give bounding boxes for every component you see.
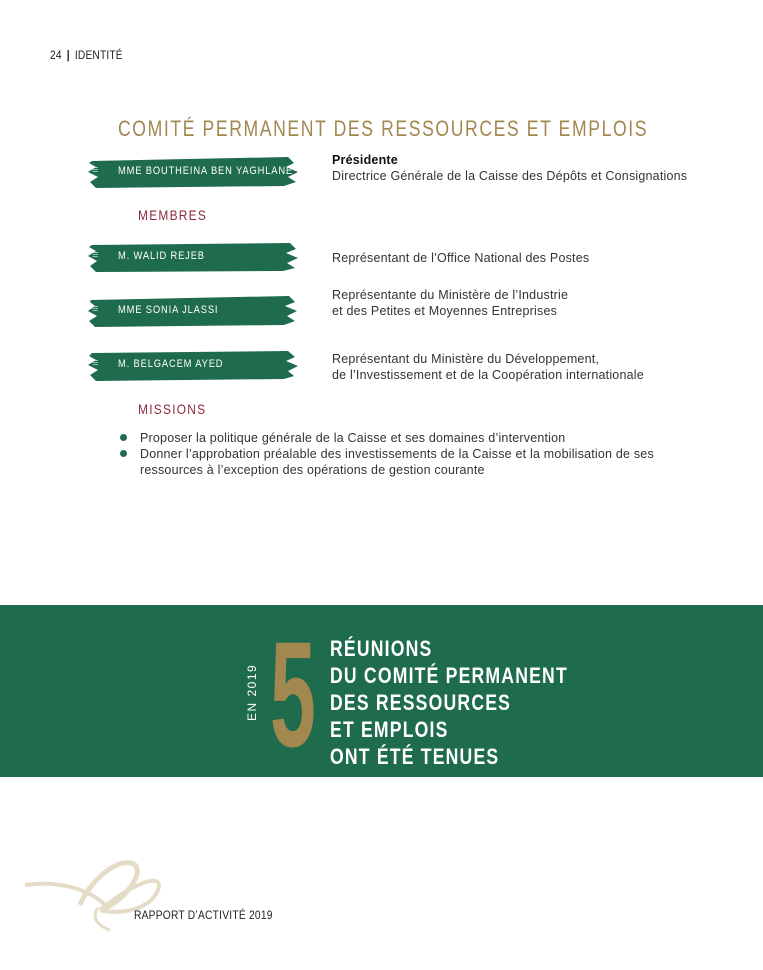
member-role [332,250,589,266]
banner-headline [330,635,586,770]
member-role [332,287,568,319]
banner-line: RÉUNIONS [330,636,433,661]
president-name: MME BOUTHEINA BEN YAGHLANE [118,165,294,177]
member-role-line: Représentante du Ministère de l’Industrie [332,288,569,302]
missions-list [120,430,680,478]
brush-mark-icon: ≡ [92,164,99,176]
meetings-banner [0,605,763,777]
missions-heading: MISSIONS [138,401,207,417]
president-role-title: Présidente [332,153,398,167]
page-number: 24 [50,48,62,62]
member-role-line: Représentant de l’Office National des Postes [332,251,590,265]
decorative-ribbon-icon [20,850,170,935]
mission-text: Proposer la politique générale de la Caisse et ses domaines d’intervention [140,431,566,445]
members-heading: MEMBRES [138,207,208,223]
banner-line: ET EMPLOIS [330,717,449,742]
president-name-badge [88,155,300,189]
banner-line: ONT ÉTÉ TENUES [330,744,500,769]
mission-text: Donner l’approbation préalable des investissements de la Caisse et la mobilisation de ses ressources à l’exception des opérations de gestion courante [140,447,654,477]
member-name-badge [88,240,300,274]
footer-report-title: RAPPORT D’ACTIVITÉ 2019 [134,908,273,922]
banner-year: EN 2019 [245,663,259,721]
member-role-line: et des Petites et Moyennes Entreprises [332,304,558,318]
brush-mark-icon: ≡ [92,357,99,369]
bullet-icon [120,450,127,457]
brush-mark-icon: ≡ [92,249,99,261]
mission-item [120,446,680,478]
member-name-badge [88,294,300,328]
bullet-icon [120,434,127,441]
member-role-line: Représentant du Ministère du Développement, [332,352,600,366]
banner-line: DU COMITÉ PERMANENT [330,663,568,688]
member-name: MME SONIA JLASSI [118,304,219,316]
brush-mark-icon: ≡ [92,303,99,315]
member-name-badge [88,348,300,382]
section-title: COMITÉ PERMANENT DES RESSOURCES ET EMPLOIS [118,116,649,141]
member-role [332,351,644,383]
page-header [50,48,123,62]
member-name: M. BELGACEM AYED [118,358,224,370]
meetings-count: 5 [270,610,316,778]
mission-item [120,430,680,446]
member-role-line: de l’Investissement et de la Coopération internationale [332,368,644,382]
header-separator: | [66,48,70,62]
president-role [332,152,687,184]
president-role-desc: Directrice Générale de la Caisse des Dépôts et Consignations [332,169,688,183]
banner-line: DES RESSOURCES [330,690,512,715]
header-section: IDENTITÉ [74,48,123,62]
member-name: M. WALID REJEB [118,250,205,262]
